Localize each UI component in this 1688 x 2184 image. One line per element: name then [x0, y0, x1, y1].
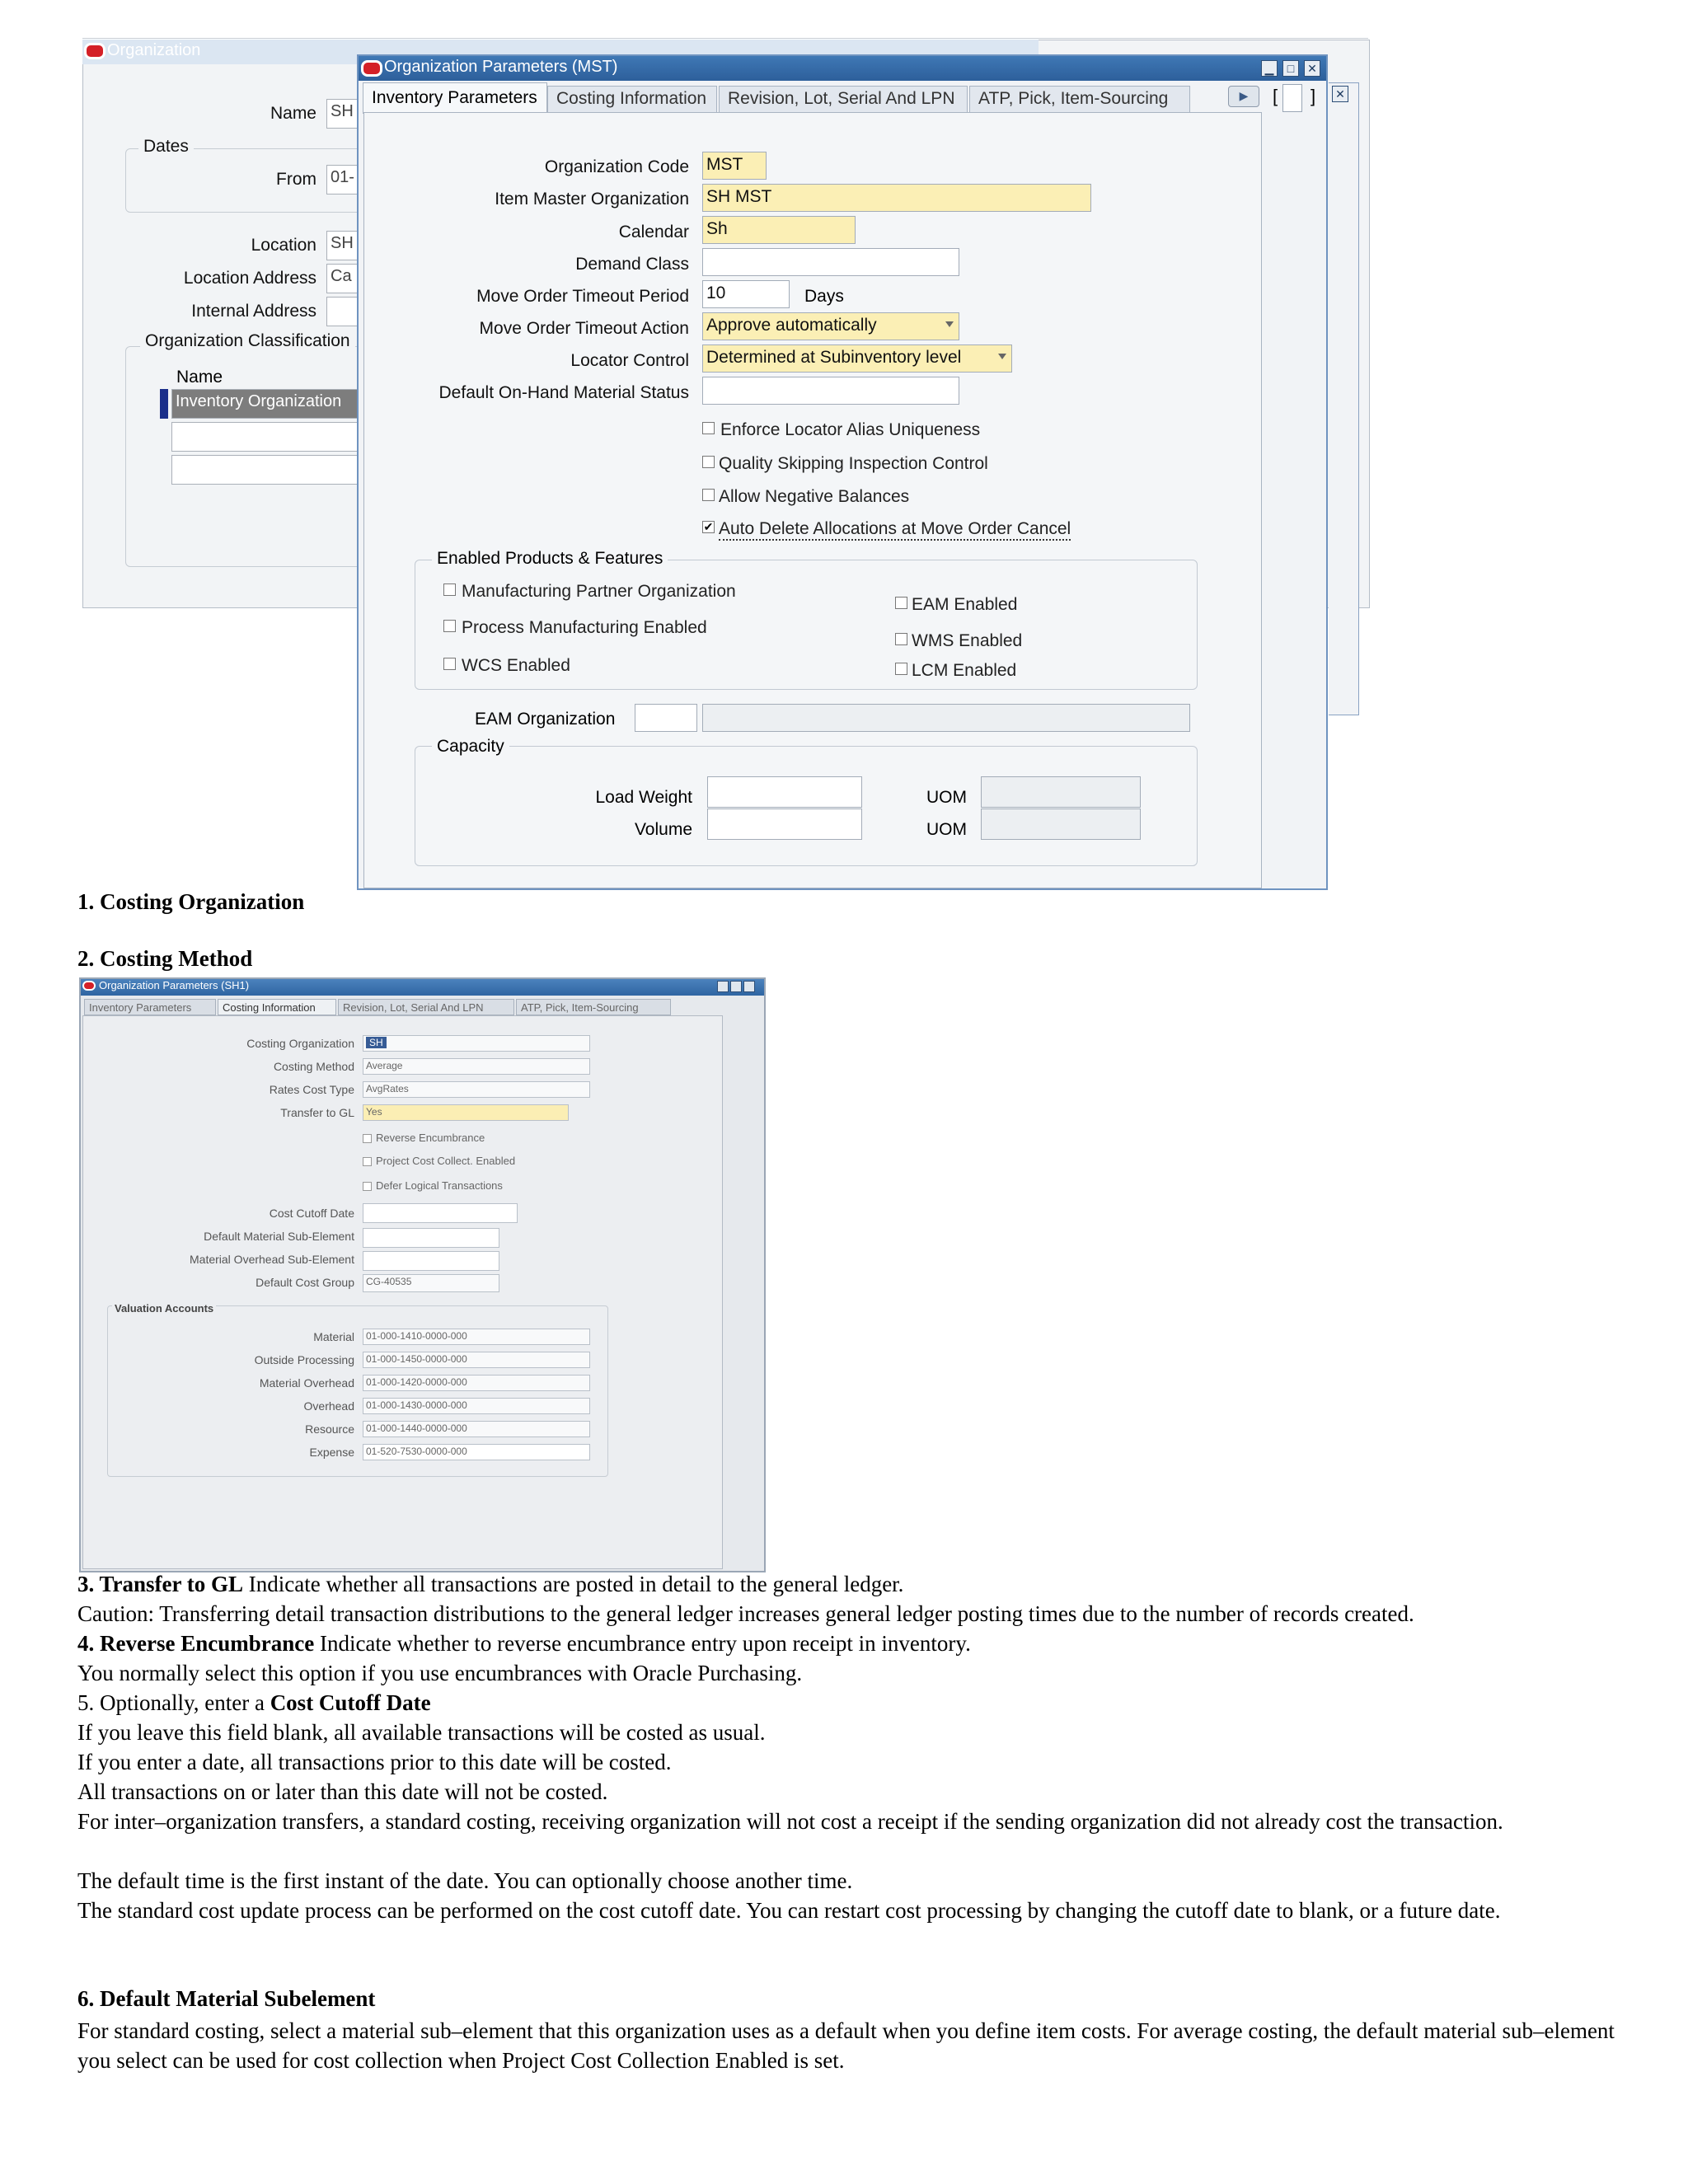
tab-bracket-close: ]: [1311, 86, 1316, 106]
tab-costing-information[interactable]: Costing Information: [547, 86, 717, 112]
eam-checkbox[interactable]: [895, 597, 907, 609]
locator-control-select[interactable]: [702, 344, 1012, 373]
item-2-costing-method: 2. Costing Method: [77, 946, 253, 971]
mfg-partner-checkbox[interactable]: [443, 583, 456, 596]
s2-tab-inventory-parameters[interactable]: Inventory Parameters: [84, 999, 216, 1015]
tab-revision-lot-serial[interactable]: Revision, Lot, Serial And LPN: [719, 86, 968, 112]
oracle-logo-icon: [84, 43, 106, 59]
close-icon[interactable]: [743, 981, 755, 992]
maximize-icon[interactable]: □: [1282, 60, 1299, 77]
class-row-2[interactable]: [171, 422, 359, 452]
account-expense-field[interactable]: 01-520-7530-0000-000: [363, 1444, 590, 1460]
lcm-checkbox[interactable]: [895, 663, 907, 675]
cost-cutoff-line-2: If you enter a date, all transactions prior to this date will be costed.: [77, 1750, 672, 1774]
maximize-icon[interactable]: [730, 981, 742, 992]
class-name-header: Name: [176, 368, 223, 387]
rates-cost-type-field[interactable]: AvgRates: [363, 1081, 590, 1098]
s2-tab-revision-lot-serial[interactable]: Revision, Lot, Serial And LPN: [338, 999, 514, 1015]
tab-inventory-parameters[interactable]: Inventory Parameters: [363, 82, 547, 114]
project-cost-collect-label: Project Cost Collect. Enabled: [376, 1155, 516, 1167]
account-expense-label: Expense: [309, 1446, 354, 1459]
account-material-field[interactable]: 01-000-1410-0000-000: [363, 1329, 590, 1345]
locator-control-value: Determined at Subinventory level: [706, 348, 962, 367]
costing-org-field[interactable]: [363, 1035, 590, 1052]
mfg-partner-label: Manufacturing Partner Organization: [462, 582, 736, 601]
cost-cutoff-line-3: All transactions on or later than this date will not be costed.: [77, 1779, 608, 1804]
default-mat-sub-label: Default Material Sub-Element: [204, 1230, 354, 1243]
rates-cost-type-label: Rates Cost Type: [269, 1083, 354, 1096]
paragraph-reverse-encumbrance: [77, 1629, 1643, 1658]
timeout-action-label: Move Order Timeout Action: [479, 319, 689, 338]
quality-skipping-label: Quality Skipping Inspection Control: [719, 454, 988, 473]
transfer-to-gl-text: Indicate whether all transactions are posted in detail to the general ledger.: [243, 1572, 904, 1596]
name-label: Name: [270, 104, 316, 123]
tab-atp-pick-sourcing[interactable]: ATP, Pick, Item-Sourcing: [969, 86, 1190, 112]
paragraph-encumbrance-note: You normally select this option if you use encumbrances with Oracle Purchasing.: [77, 1661, 803, 1685]
enforce-locator-alias-label: Enforce Locator Alias Uniqueness: [720, 420, 981, 439]
lcm-label: LCM Enabled: [912, 661, 1017, 680]
org-code-label: Organization Code: [544, 157, 689, 176]
paragraph-default-material-subelement: For standard costing, select a material sub–element that this organization uses as a default when you define item costs. For average costing, the default material sub–element you select can be used for cost collection when Project Cost Collection Enabled is set.: [77, 2018, 1615, 2073]
cost-cutoff-heading: Cost Cutoff Date: [270, 1690, 431, 1715]
divider: [82, 38, 1368, 39]
transfer-gl-select[interactable]: Yes: [363, 1104, 569, 1121]
reverse-encumbrance-text: Indicate whether to reverse encumbrance entry upon receipt in inventory.: [314, 1631, 971, 1656]
timeout-period-unit: Days: [804, 287, 844, 306]
load-weight-uom-field[interactable]: [981, 776, 1141, 808]
account-material-label: Material: [313, 1330, 354, 1343]
item-master-label: Item Master Organization: [495, 190, 689, 209]
process-mfg-label: Process Manufacturing Enabled: [462, 618, 707, 637]
costing-org-value: SH: [366, 1037, 387, 1048]
load-weight-uom-label: UOM: [926, 788, 967, 807]
costing-method-field[interactable]: Average: [363, 1058, 590, 1075]
costing-org-label: Costing Organization: [246, 1037, 354, 1050]
account-material-overhead-label: Material Overhead: [259, 1376, 354, 1390]
item-master-field[interactable]: SH MST: [702, 184, 1091, 212]
from-label: From: [276, 170, 316, 189]
chevron-down-icon: [945, 321, 954, 327]
costing-method-label: Costing Method: [273, 1060, 354, 1073]
name-field[interactable]: SH: [326, 99, 359, 129]
cost-cutoff-label: Cost Cutoff Date: [269, 1207, 354, 1220]
chevron-down-icon: [998, 354, 1006, 359]
cost-cutoff-line-5: The default time is the first instant of the date. You can optionally choose another time.: [77, 1868, 853, 1893]
s2-tab-costing-information[interactable]: Costing Information: [218, 999, 336, 1015]
reverse-encumbrance-checkbox[interactable]: [363, 1134, 372, 1143]
demand-class-field[interactable]: [702, 248, 959, 276]
capacity-label: Capacity: [432, 737, 509, 757]
wcs-label: WCS Enabled: [462, 656, 570, 675]
tab-scroll-right-icon[interactable]: ▶: [1228, 86, 1259, 107]
timeout-period-label: Move Order Timeout Period: [476, 287, 689, 306]
item-1-costing-organization: 1. Costing Organization: [77, 889, 305, 914]
default-onhand-label: Default On-Hand Material Status: [438, 383, 689, 402]
close-icon[interactable]: ✕: [1304, 60, 1320, 77]
internal-address-label: Internal Address: [191, 302, 316, 321]
account-resource-field[interactable]: 01-000-1440-0000-000: [363, 1421, 590, 1437]
eam-org-name-field[interactable]: [702, 704, 1190, 732]
load-weight-label: Load Weight: [595, 788, 692, 807]
tab-indicator-field[interactable]: [1282, 84, 1302, 112]
paragraph-transfer-to-gl: [77, 1569, 1643, 1599]
process-mfg-checkbox[interactable]: [443, 620, 456, 632]
organization-window-edge: [1329, 82, 1359, 715]
location-address-label: Location Address: [183, 269, 316, 288]
org-parameters-title: Organization Parameters (MST): [384, 58, 618, 76]
cost-cutoff-line-4: For inter–organization transfers, a standard costing, receiving organization will not cost a receipt if the sending organization did not already cost the transaction.: [77, 1809, 1503, 1834]
enabled-products-label: Enabled Products & Features: [432, 549, 668, 569]
oracle-logo-icon: [82, 981, 96, 991]
close-bg-icon[interactable]: ✕: [1332, 86, 1348, 102]
project-cost-collect-checkbox[interactable]: [363, 1157, 372, 1166]
account-resource-label: Resource: [305, 1422, 354, 1436]
allow-negative-label: Allow Negative Balances: [719, 487, 910, 506]
volume-label: Volume: [634, 820, 692, 839]
paragraph-caution: Caution: Transferring detail transaction distributions to the general ledger increases general ledger posting times due to the number of records created.: [77, 1601, 1414, 1626]
costing-info-panel: [82, 1015, 723, 1569]
account-outside-processing-field[interactable]: 01-000-1450-0000-000: [363, 1352, 590, 1368]
reverse-encumbrance-heading: 4. Reverse Encumbrance: [77, 1631, 315, 1656]
row-indicator: [160, 389, 168, 419]
default-mat-sub-field[interactable]: [363, 1228, 499, 1248]
auto-delete-checkbox[interactable]: ✔: [703, 520, 714, 533]
organization-window-title: Organization: [107, 41, 201, 59]
account-material-overhead-field[interactable]: 01-000-1420-0000-000: [363, 1375, 590, 1391]
wms-checkbox[interactable]: [895, 633, 907, 645]
minimize-icon[interactable]: [717, 981, 729, 992]
cost-cutoff-field[interactable]: [363, 1203, 518, 1223]
cost-cutoff-intro: 5. Optionally, enter a: [77, 1690, 270, 1715]
timeout-action-select[interactable]: [702, 312, 959, 340]
timeout-period-field[interactable]: 10: [702, 280, 790, 308]
wcs-checkbox[interactable]: [443, 658, 456, 670]
eam-org-code-field[interactable]: [635, 704, 697, 732]
location-field[interactable]: SH: [326, 231, 359, 260]
calendar-label: Calendar: [618, 223, 689, 241]
mat-overhead-sub-field[interactable]: [363, 1251, 499, 1271]
reverse-encumbrance-label: Reverse Encumbrance: [376, 1132, 485, 1144]
item-6-default-material-subelement: 6. Default Material Subelement: [77, 1986, 376, 2011]
account-overhead-field[interactable]: 01-000-1430-0000-000: [363, 1398, 590, 1414]
transfer-to-gl-heading: 3. Transfer to GL: [77, 1572, 243, 1596]
auto-delete-label: Auto Delete Allocations at Move Order Cancel: [719, 519, 1071, 541]
default-cost-group-field[interactable]: CG-40535: [363, 1274, 499, 1292]
tab-bracket-open: [: [1273, 86, 1278, 106]
wms-label: WMS Enabled: [912, 631, 1023, 650]
org-code-field[interactable]: MST: [702, 152, 767, 180]
default-cost-group-label: Default Cost Group: [256, 1276, 354, 1289]
class-row-3[interactable]: [171, 455, 359, 485]
valuation-accounts-label: Valuation Accounts: [112, 1302, 216, 1315]
location-address-field[interactable]: Ca: [326, 264, 359, 293]
allow-negative-checkbox[interactable]: [702, 489, 715, 501]
defer-logical-checkbox[interactable]: [363, 1182, 372, 1191]
mat-overhead-sub-label: Material Overhead Sub-Element: [190, 1253, 354, 1266]
quality-skipping-checkbox[interactable]: [702, 456, 715, 468]
minimize-icon[interactable]: ▁: [1261, 60, 1278, 77]
dates-label: Dates: [138, 137, 194, 157]
locator-control-label: Locator Control: [570, 351, 689, 370]
costing-window-title: Organization Parameters (SH1): [99, 979, 250, 991]
timeout-action-value: Approve automatically: [706, 316, 877, 335]
cost-cutoff-line-6: The standard cost update process can be performed on the cost cutoff date. You can restart cost processing by changing the cutoff date to blank, or a future date.: [77, 1898, 1501, 1923]
volume-uom-field[interactable]: [981, 808, 1141, 840]
demand-class-label: Demand Class: [575, 255, 689, 274]
paragraph-cost-cutoff: [77, 1688, 1643, 1718]
account-outside-processing-label: Outside Processing: [254, 1353, 354, 1366]
from-field[interactable]: 01-: [326, 165, 359, 194]
eam-org-label: EAM Organization: [475, 710, 616, 729]
account-overhead-label: Overhead: [303, 1399, 354, 1413]
defer-logical-label: Defer Logical Transactions: [376, 1179, 503, 1192]
calendar-field[interactable]: Sh: [702, 216, 856, 244]
class-row-1[interactable]: Inventory Organization: [171, 389, 359, 419]
cost-cutoff-line-1: If you leave this field blank, all available transactions will be costed as usual.: [77, 1720, 766, 1745]
volume-uom-label: UOM: [926, 820, 967, 839]
default-onhand-field[interactable]: [702, 377, 959, 405]
transfer-gl-label: Transfer to GL: [280, 1106, 354, 1119]
location-label: Location: [251, 236, 316, 255]
s2-tab-atp-pick-sourcing[interactable]: ATP, Pick, Item-Sourcing: [516, 999, 671, 1015]
oracle-logo-icon: [361, 60, 382, 77]
volume-field[interactable]: [707, 808, 862, 840]
enforce-locator-alias-checkbox[interactable]: [702, 422, 715, 434]
eam-label: EAM Enabled: [912, 595, 1018, 614]
org-classification-label: Organization Classification: [140, 331, 355, 351]
load-weight-field[interactable]: [707, 776, 862, 808]
